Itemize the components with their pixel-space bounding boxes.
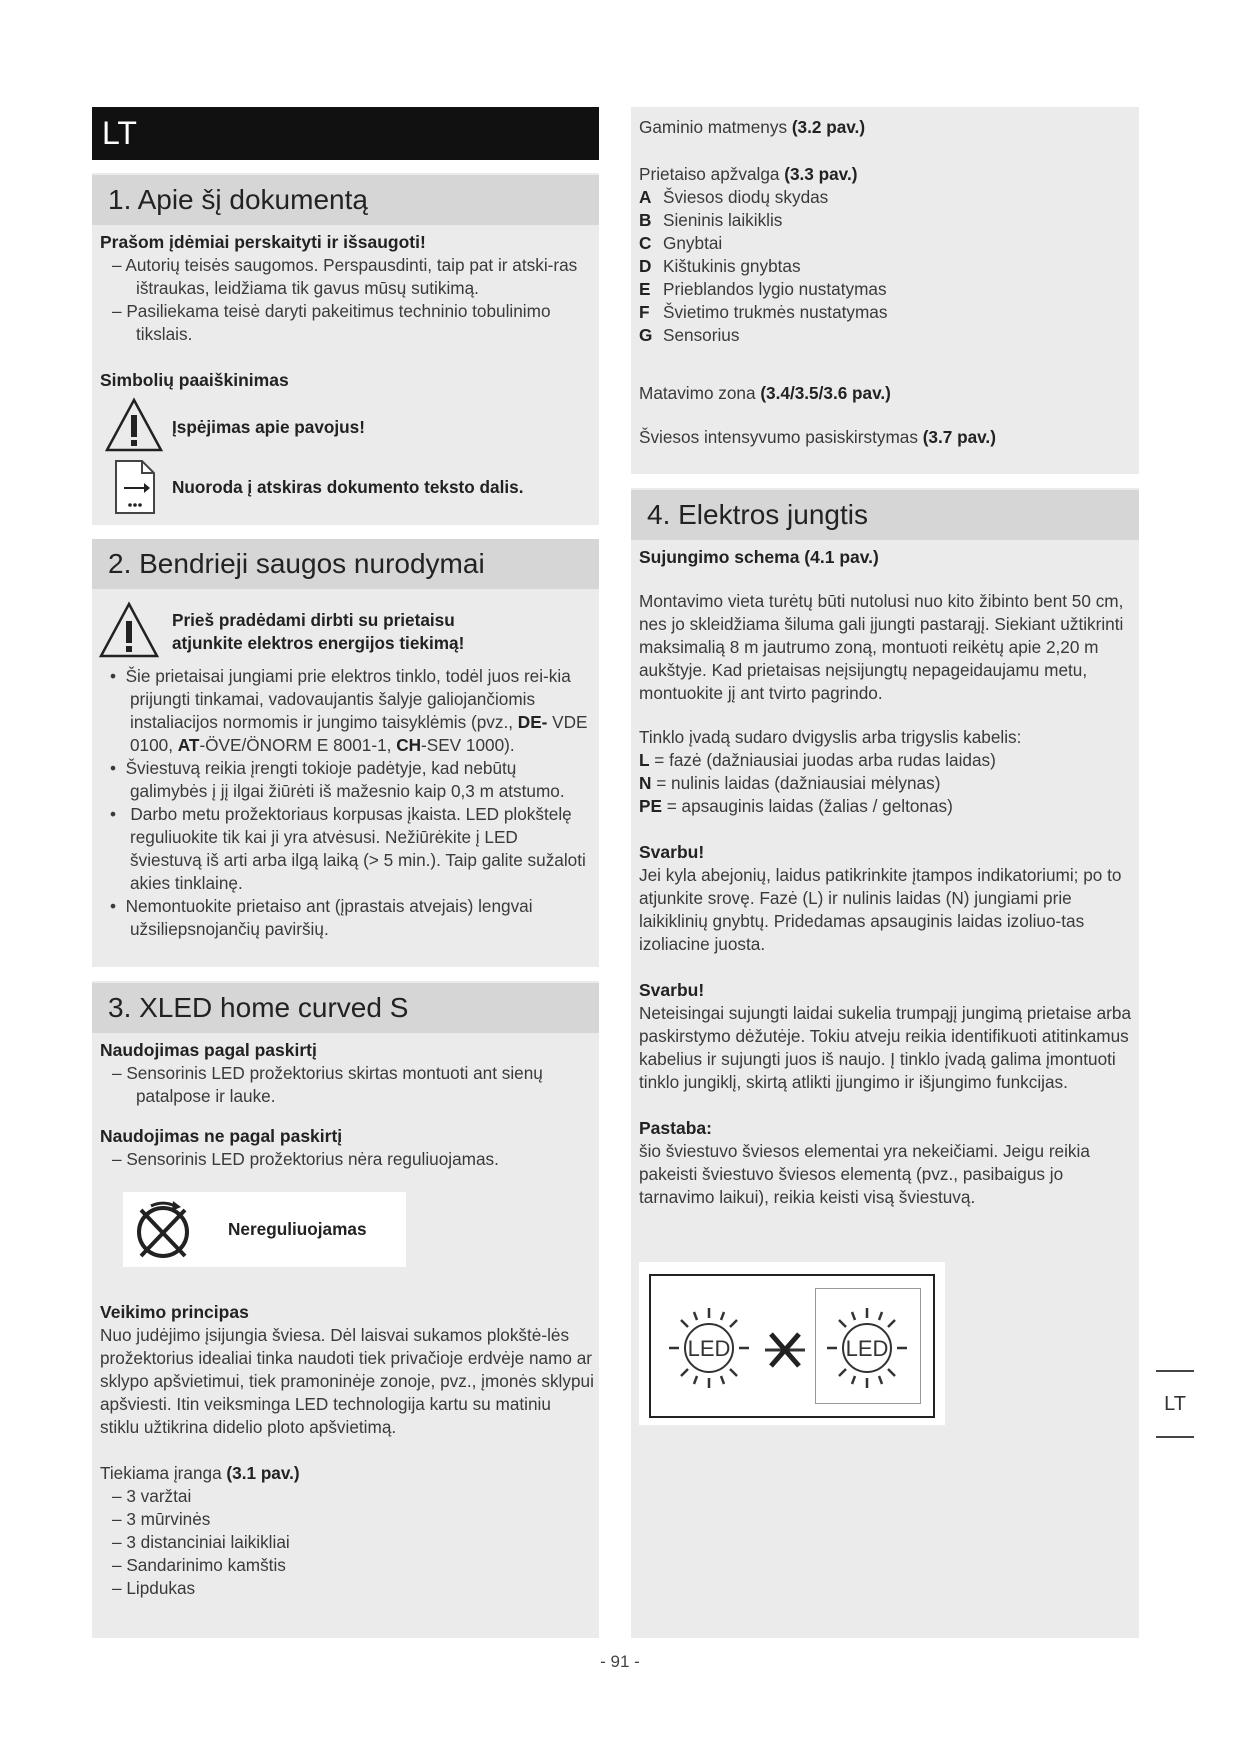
important-heading: Svarbu! [639,980,705,1000]
light-distribution: Šviesos intensyvumo pasiskirstymas (3.7 pav.) [639,427,996,447]
reference-text: Nuoroda į atskiras dokumento teksto dalis. [172,477,524,497]
cable-text: Tinklo įvadą sudaro dvigyslis arba trigyslis kabelis: [639,727,1022,747]
note-text: šio šviestuvo šviesos elementai yra nekeičiami. Jeigu reikia pakeisti šviestuvo šviesos elementą (pvz., pasibaigus jo tarnavimo laikui), reikia keisti visą šviestuvą. [639,1141,1090,1207]
operating-principle [100,1301,594,1439]
overview-heading: Prietaiso apžvalga (3.3 pav.) [639,164,858,184]
mount-text: Montavimo vieta turėtų būti nutolusi nuo kito žibinto bent 50 cm, nes jo skleidžiama šiluma gali įjungti pastarąjį. Siekiant užtikrinti maksimalią 8 m jautrumo zoną, montuoti reikėtų apie 2,20 m aukštyje. Kad prietaisas neįsijungtų nepageidaujamu metu, montuokite jį ant tvirto pagrindo. [639,591,1124,703]
overview-item: G Sensorius [639,325,740,345]
not-adjustable-label: Nereguliuojamas [228,1219,367,1239]
misuse-item: – Sensorinis LED prožektorius nėra reguliuojamas. [112,1149,499,1169]
symbols-heading: Simbolių paaiškinimas [100,370,289,390]
wire-item: N = nulinis laidas (dažniausiai mėlynas) [639,773,941,793]
warning-triangle-icon [98,601,160,659]
wire-item: PE = apsauginis laidas (žalias / geltonas) [639,796,953,816]
supply-item: – Lipdukas [112,1578,196,1598]
important-heading: Svarbu! [639,842,705,862]
safety-bullet: • Šie prietaisai jungiami prie elektros tinklo, todėl juos rei-kia prijungti tinkamai, vadovaujantis šalyje galiojančiomis instaliacijos normomis ir jungimo taisyklėmis (pvz., DE- VDE 0100, AT-ÖVE/ÖNORM E 8001-1, CH-SEV 1000). [110,666,588,755]
measuring-zone: Matavimo zona (3.4/3.5/3.6 pav.) [639,383,891,403]
language-side-tab: LT [1156,1370,1194,1438]
safety-warning-line-1: Prieš pradėdami dirbti su prietaisu [172,610,455,630]
overview-item: F Švietimo trukmės nustatymas [639,302,888,322]
use-item: – Sensorinis LED prožektorius skirtas montuoti ant sienų patalpose ir lauke. [112,1063,543,1106]
no-replace-cross-icon [763,1332,807,1368]
important-text: Neteisingai sujungti laidai sukelia trumpąjį jungimą prietaise arba paskirstymo dėžutėje. Tokiu atveju reikia identifikuoti atitinkamus kabelius ir sujungti juos iš naujo. Į tinklo įvadą galima įmontuoti tinklo jungiklį, skirtą atlikti įjungimo ir išjungimo funkcijas. [639,1003,1132,1092]
section-4-body [639,546,1133,1209]
warning-triangle-icon [104,397,164,453]
safety-bullet: • Darbo metu prožektoriaus korpusas įkaista. LED plokštelę reguliuokite tik kai ji yra atvėsusi. Nežiūrėkite į LED šviestuvą iš arti arba ilgą laiką (> 5 min.). Taip galite sužaloti akies tinklainę. [110,804,586,893]
document-reference-icon [114,459,156,515]
important-text: Jei kyla abejonių, laidus patikrinkite įtampos indikatoriumi; po to atjunkite srovę. Fazė (L) ir nulinis laidas (N) jungiami prie laikiklinių gnybtų. Pridedamas apsauginis laidas izoliuo-tas izoliacine juosta. [639,865,1122,954]
supply-item: – 3 distanciniai laikikliai [112,1532,290,1552]
safety-warning [172,609,464,655]
section-4-title: 4. Elektros jungtis [631,490,1139,540]
safety-bullet: • Šviestuvą reikia įrengti tokioje padėtyje, kad nebūtų galimybės į jį ilgai žiūrėti iš mažesnio kaip 0,3 m atstumo. [110,758,565,801]
section-2-title: 2. Bendrieji saugos nurodymai [92,539,599,589]
safety-warning-line-2: atjunkite elektros energijos tiekimą! [172,633,465,653]
section-3-title: 3. XLED home curved S [92,983,599,1033]
device-overview [639,163,1133,347]
overview-item: B Sieninis laikiklis [639,210,783,230]
supply-list [100,1462,594,1600]
principle-text: Nuo judėjimo įsijungia šviesa. Dėl laisvai sukamos plokštė-lės prožektorius idealiai tinka naudoti tiek privačioje erdvėje namo ar sklypo apšvietimui, tiek pramoninėje zonoje, pvz., įmonės sklypui apšviesti. Itin veiksminga LED technologija kartu su matiniu stiklu užtikrina didelio ploto apšvietimą. [100,1325,594,1437]
supply-item: – 3 mūrvinės [112,1509,211,1529]
safety-bullet: • Nemontuokite prietaiso ant (įprastais atvejais) lengvai užsiliepsnojančių paviršių. [110,896,533,939]
misuse-heading: Naudojimas ne pagal paskirtį [100,1126,343,1146]
product-dimensions: Gaminio matmenys (3.2 pav.) [639,117,866,137]
led-illustration [639,1262,945,1425]
led-label: LED [687,1336,731,1361]
led-label: LED [845,1336,889,1361]
supply-heading: Tiekiama įranga (3.1 pav.) [100,1463,300,1483]
principle-heading: Veikimo principas [100,1302,249,1322]
warning-text: Įspėjimas apie pavojus! [172,417,365,437]
note-heading: Pastaba: [639,1118,712,1138]
page-number: - 91 - [600,1652,640,1671]
overview-item: C Gnybtai [639,233,723,253]
overview-item: D Kištukinis gnybtas [639,256,801,276]
overview-item: E Prieblandos lygio nustatymas [639,279,887,299]
not-adjustable-box [123,1192,406,1267]
supply-item: – 3 varžtai [112,1486,192,1506]
connection-scheme: Sujungimo schema (4.1 pav.) [639,547,879,567]
language-header: LT [92,107,599,160]
read-item: – Autorių teisės saugomos. Perspausdinti, taip pat ir atski-ras ištraukas, leidžiama tik gavus mūsų sutikimą. [112,255,578,298]
section-1-body [100,231,592,392]
no-adjust-icon [131,1198,195,1262]
wire-item: L = fazė (dažniausiai juodas arba rudas laidas) [639,750,996,770]
use-heading: Naudojimas pagal paskirtį [100,1040,317,1060]
overview-item: A Šviesos diodų skydas [639,187,829,207]
read-item: – Pasiliekama teisė daryti pakeitimus techninio tobulinimo tikslais. [112,301,551,344]
safety-bullets [100,665,594,941]
read-heading: Prašom įdėmiai perskaityti ir išsaugoti! [100,232,426,252]
supply-item: – Sandarinimo kamštis [112,1555,286,1575]
section-1-title: 1. Apie šį dokumentą [92,175,599,225]
intended-use [100,1039,594,1171]
